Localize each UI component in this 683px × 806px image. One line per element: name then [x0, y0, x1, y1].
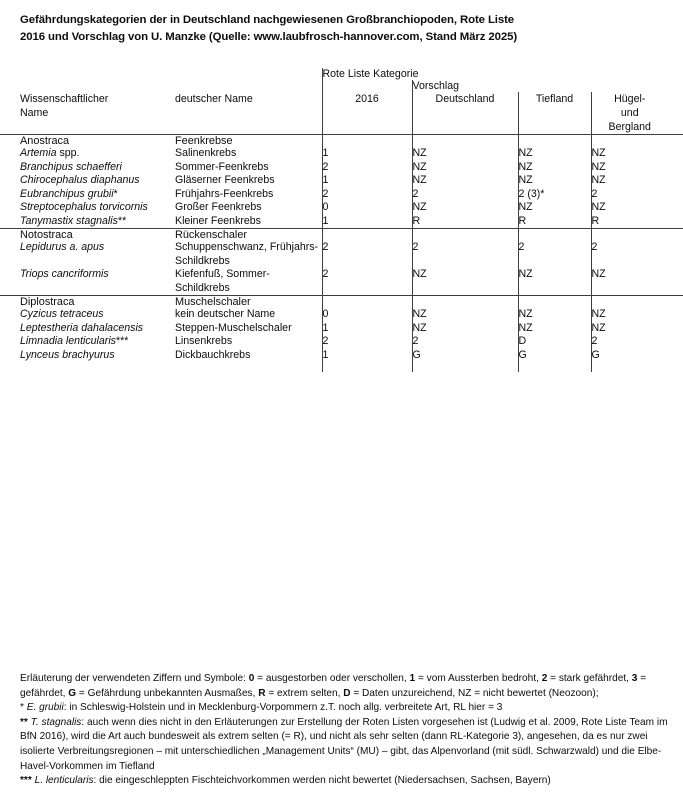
- group-order-name: Notostraca: [20, 229, 73, 241]
- cell-huegel-bergland: 2: [591, 241, 668, 268]
- spacer-cell: [668, 147, 683, 161]
- table-row: [0, 322, 683, 336]
- cell-huegel-bergland: NZ: [591, 308, 668, 322]
- cell-tiefland: NZ: [518, 268, 591, 296]
- cell-german-name: Linsenkrebs: [175, 335, 233, 347]
- column-header-huegel-line3: Bergland: [608, 121, 651, 133]
- column-header-tiefland: Tiefland: [518, 92, 591, 135]
- cell-deutschland: 2: [412, 188, 518, 202]
- cell-scientific-name: Leptestheria dahalacensis: [20, 321, 144, 334]
- group-order-german: Rückenschaler: [175, 229, 248, 241]
- page-title-line-1: Gefährdungskategorien der in Deutschland nachgewiesenen Großbranchiopoden, Rote Liste: [20, 14, 515, 26]
- red-list-table: [0, 68, 683, 372]
- column-header-german-name: deutscher Name: [175, 93, 253, 105]
- spacer-cell: [668, 296, 683, 308]
- cell-2016: 2: [322, 241, 412, 268]
- spacer-cell: [668, 229, 683, 241]
- column-header-2016: 2016: [322, 92, 412, 135]
- cell-deutschland: R: [412, 215, 518, 229]
- group-order-german: Feenkrebse: [175, 135, 322, 148]
- group-cell-2016: [322, 296, 412, 308]
- legend-key-0: 0: [248, 673, 255, 684]
- cell-2016: 1: [322, 174, 412, 188]
- legend-val-1: = vom Aussterben bedroht,: [415, 673, 542, 684]
- cell-huegel-bergland: NZ: [591, 161, 668, 175]
- cell-tiefland: NZ: [518, 161, 591, 175]
- spacer-cell-2016: [322, 80, 412, 92]
- column-header-scientific-name: [20, 92, 175, 135]
- spacer-cell: [668, 241, 683, 268]
- group-cell-tiefland: [518, 229, 591, 241]
- tail-cell: [591, 362, 668, 372]
- column-header-scientific-name-line2: Name: [20, 107, 49, 119]
- spacer-cell: [20, 68, 175, 80]
- cell-2016: 1: [322, 349, 412, 363]
- legend-key-G: G: [68, 687, 77, 699]
- table-row: [0, 308, 683, 322]
- cell-deutschland: NZ: [412, 174, 518, 188]
- cell-german-name: Schuppenschwanz, Frühjahrs-Schildkrebs: [175, 241, 319, 267]
- cell-2016: 2: [322, 161, 412, 175]
- cell-deutschland: 2: [412, 335, 518, 349]
- spacer-cell: [175, 68, 322, 80]
- column-header-huegel-bergland: [591, 92, 668, 135]
- group-cell-deutschland: [412, 135, 518, 148]
- spacer-cell: [0, 215, 20, 229]
- cell-scientific-name: Artemia spp.: [20, 147, 80, 159]
- table-group-row: [0, 296, 683, 308]
- cell-scientific-name: Limnadia lenticularis***: [20, 335, 129, 347]
- scientific-name-suffix: spp.: [56, 147, 80, 159]
- footnote-1-marker: *: [20, 702, 27, 714]
- footnotes: [20, 672, 672, 789]
- tail-cell: [668, 362, 683, 372]
- legend-key-R: R: [258, 687, 266, 699]
- group-cell-2016: [322, 135, 412, 148]
- table-row: [0, 174, 683, 188]
- cell-2016: 2: [322, 335, 412, 349]
- spacer-cell: [668, 80, 683, 92]
- cell-huegel-bergland: 2: [591, 188, 668, 202]
- header-rote-liste-kategorie: Rote Liste Kategorie: [322, 68, 668, 80]
- spacer-cell: [0, 308, 20, 322]
- cell-tiefland: 2 (3)*: [518, 188, 591, 202]
- cell-scientific-name: Eubranchipus grubii*: [20, 187, 118, 200]
- spacer-cell: [668, 135, 683, 148]
- column-header-scientific-name-line1: Wissenschaftlicher: [20, 93, 109, 105]
- spacer-cell: [0, 147, 20, 161]
- header-vorschlag: Vorschlag: [412, 80, 668, 92]
- cell-deutschland: NZ: [412, 161, 518, 175]
- table-row: [0, 188, 683, 202]
- spacer-cell: [0, 161, 20, 175]
- legend-val-R: = extrem selten,: [265, 687, 344, 699]
- group-cell-huegel: [591, 296, 668, 308]
- group-cell-huegel: [591, 229, 668, 241]
- cell-deutschland: NZ: [412, 322, 518, 336]
- header-row-super-1: [0, 68, 683, 80]
- spacer-cell: [668, 335, 683, 349]
- cell-2016: 2: [322, 188, 412, 202]
- cell-deutschland: G: [412, 349, 518, 363]
- spacer-cell: [0, 188, 20, 202]
- tail-cell: [175, 362, 322, 372]
- cell-huegel-bergland: R: [591, 215, 668, 229]
- spacer-cell: [0, 92, 20, 135]
- cell-german-name: Kiefenfuß, Sommer-Schildkrebs: [175, 268, 270, 294]
- group-order-name: Anostraca: [20, 135, 175, 148]
- spacer-cell: [0, 201, 20, 215]
- table-row: [0, 161, 683, 175]
- tail-cell: [412, 362, 518, 372]
- cell-tiefland: NZ: [518, 147, 591, 161]
- spacer-cell: [0, 135, 20, 148]
- table-group-row: [0, 135, 683, 148]
- spacer-cell: [0, 229, 20, 241]
- table-row: [0, 201, 683, 215]
- group-cell-tiefland: [518, 135, 591, 148]
- cell-german-name: kein deutscher Name: [175, 308, 276, 320]
- footnote-3-text: : die eingeschleppten Fischteichvorkommen werden nicht bewertet (Niedersachsen, Sachsen, Bayern): [93, 775, 551, 787]
- cell-german-name: Großer Feenkrebs: [175, 201, 262, 213]
- group-order-german: Muschelschaler: [175, 296, 251, 308]
- legend-val-0: = ausgestorben oder verschollen,: [254, 673, 410, 684]
- group-cell-2016: [322, 229, 412, 241]
- spacer-cell: [668, 161, 683, 175]
- spacer-cell: [668, 215, 683, 229]
- cell-german-name: Steppen-Muschelschaler: [175, 321, 292, 334]
- table-row: [0, 268, 683, 296]
- cell-german-name: Salinenkrebs: [175, 147, 237, 159]
- cell-scientific-name: Streptocephalus torvicornis: [20, 201, 148, 213]
- column-header-deutschland: Deutschland: [412, 92, 518, 135]
- footnote-legend: [20, 672, 672, 701]
- scientific-name-suffix: *: [113, 187, 118, 200]
- group-cell-huegel: [591, 135, 668, 148]
- spacer-cell: [0, 296, 20, 308]
- cell-tiefland: NZ: [518, 308, 591, 322]
- spacer-cell: [668, 174, 683, 188]
- cell-tiefland: R: [518, 215, 591, 229]
- cell-2016: 2: [322, 268, 412, 296]
- spacer-cell: [668, 268, 683, 296]
- table-header: [0, 68, 683, 135]
- legend-val-G: = Gefährdung unbekannten Ausmaßes,: [76, 687, 259, 699]
- legend-val-2: = stark gefährdet,: [547, 673, 632, 684]
- footnote-2-species: T. stagnalis: [30, 716, 82, 728]
- footnote-1-text: : in Schleswig-Holstein und in Mecklenburg-Vorpommern z.T. noch allg. verbreitete Art, RL hier = 3: [63, 702, 503, 714]
- cell-huegel-bergland: NZ: [591, 174, 668, 188]
- spacer-cell: [0, 174, 20, 188]
- cell-huegel-bergland: 2: [591, 335, 668, 349]
- cell-tiefland: NZ: [518, 174, 591, 188]
- cell-german-name: Kleiner Feenkrebs: [175, 214, 261, 227]
- cell-deutschland: 2: [412, 241, 518, 268]
- cell-deutschland: NZ: [412, 147, 518, 161]
- red-list-table-container: [0, 68, 683, 660]
- spacer-cell: [0, 80, 20, 92]
- cell-tiefland: D: [518, 335, 591, 349]
- footnote-3-species: L. lenticularis: [34, 775, 94, 787]
- spacer-cell: [668, 201, 683, 215]
- footnote-3: [20, 774, 672, 789]
- cell-huegel-bergland: NZ: [591, 147, 668, 161]
- cell-huegel-bergland: NZ: [591, 268, 668, 296]
- cell-huegel-bergland: NZ: [591, 201, 668, 215]
- cell-2016: 0: [322, 308, 412, 322]
- scientific-name-suffix: **: [117, 214, 127, 227]
- spacer-cell: [0, 322, 20, 336]
- group-cell-deutschland: [412, 229, 518, 241]
- table-row: [0, 215, 683, 229]
- cell-tiefland: NZ: [518, 201, 591, 215]
- table-row: [0, 241, 683, 268]
- cell-tiefland: 2: [518, 241, 591, 268]
- footnote-2-marker: **: [20, 716, 31, 728]
- cell-2016: 1: [322, 147, 412, 161]
- legend-val-3: = gefährdet,: [20, 673, 647, 699]
- spacer-cell: [668, 68, 683, 80]
- table-row: [0, 349, 683, 363]
- table-row: [0, 335, 683, 349]
- legend-key-3: 3: [631, 673, 638, 684]
- table-tail-row: [0, 362, 683, 372]
- spacer-cell: [668, 308, 683, 322]
- page-title-line-2: 2016 und Vorschlag von U. Manzke (Quelle: www.laubfrosch-hannover.com, Stand März 2025): [20, 31, 518, 43]
- spacer-cell: [668, 92, 683, 135]
- group-cell-tiefland: [518, 296, 591, 308]
- cell-german-name: Frühjahrs-Feenkrebs: [175, 187, 274, 200]
- group-cell-deutschland: [412, 296, 518, 308]
- cell-tiefland: G: [518, 349, 591, 363]
- spacer-cell: [668, 322, 683, 336]
- spacer-cell: [175, 80, 322, 92]
- cell-deutschland: NZ: [412, 268, 518, 296]
- cell-deutschland: NZ: [412, 201, 518, 215]
- cell-2016: 1: [322, 322, 412, 336]
- cell-huegel-bergland: NZ: [591, 322, 668, 336]
- spacer-cell: [0, 241, 20, 268]
- cell-deutschland: NZ: [412, 308, 518, 322]
- page-title: [20, 12, 668, 46]
- cell-scientific-name: Branchipus schaefferi: [20, 160, 122, 173]
- footnote-3-marker: ***: [20, 775, 35, 787]
- spacer-cell: [0, 335, 20, 349]
- spacer-cell: [0, 349, 20, 363]
- cell-scientific-name: Lynceus brachyurus: [20, 348, 115, 361]
- tail-cell: [20, 362, 175, 372]
- column-header-huegel-line1: Hügel-: [614, 93, 646, 105]
- tail-cell: [322, 362, 412, 372]
- header-row-super-2: [0, 80, 683, 92]
- spacer-cell: [0, 68, 20, 80]
- cell-2016: 0: [322, 201, 412, 215]
- spacer-cell: [668, 188, 683, 202]
- legend-key-1: 1: [409, 673, 416, 684]
- legend-key-2: 2: [541, 673, 548, 684]
- cell-2016: 1: [322, 215, 412, 229]
- table-group-row: [0, 229, 683, 241]
- cell-scientific-name: Cyzicus tetraceus: [20, 308, 104, 320]
- spacer-cell: [20, 80, 175, 92]
- cell-scientific-name: Chirocephalus diaphanus: [20, 174, 140, 186]
- legend-val-D: = Daten unzureichend, NZ = nicht bewertet (Neozoon);: [350, 687, 599, 699]
- group-order-name: Diplostraca: [20, 296, 75, 308]
- footnote-2-text: : auch wenn dies nicht in den Erläuterungen zur Erstellung der Roten Listen vorgesehen ist (Ludwig et al. 2009, Rote Liste Team im BfN 2016), wird die Art auch bundesweit als extrem selten (= R), und nicht als sehr selten (dann RL-Kategorie 3), angesehen, da es nur zwei isolierte Verbreitungsregionen – mit unterschiedlichen „Management Units“ (MU) – gibt, das Alpenvorland (mit südl. Schwarzwald) und die Elbe-Havel-Vorkommen im Tiefland: [20, 716, 668, 772]
- cell-scientific-name: Triops cancriformis: [20, 268, 109, 280]
- footnote-1: [20, 701, 672, 716]
- spacer-cell: [0, 268, 20, 296]
- table-row: [0, 147, 683, 161]
- footnote-1-species: E. grubii: [26, 702, 64, 714]
- tail-cell: [518, 362, 591, 372]
- cell-tiefland: NZ: [518, 322, 591, 336]
- column-header-huegel-line2: und: [620, 107, 639, 119]
- cell-german-name: Gläserner Feenkrebs: [175, 174, 275, 186]
- legend-key-D: D: [343, 687, 351, 699]
- cell-scientific-name: Lepidurus a. apus: [20, 241, 105, 253]
- table-body: [0, 135, 683, 373]
- legend-intro: Erläuterung der verwendeten Ziffern und Symbole:: [20, 673, 249, 684]
- cell-german-name: Dickbauchkrebs: [175, 348, 251, 361]
- footnote-2: [20, 716, 672, 774]
- cell-german-name: Sommer-Feenkrebs: [175, 160, 269, 173]
- cell-scientific-name: Tanymastix stagnalis**: [20, 214, 127, 227]
- scientific-name-suffix: ***: [115, 335, 129, 347]
- header-row-columns: [0, 92, 683, 135]
- tail-cell: [0, 362, 20, 372]
- spacer-cell: [668, 349, 683, 363]
- cell-huegel-bergland: G: [591, 349, 668, 363]
